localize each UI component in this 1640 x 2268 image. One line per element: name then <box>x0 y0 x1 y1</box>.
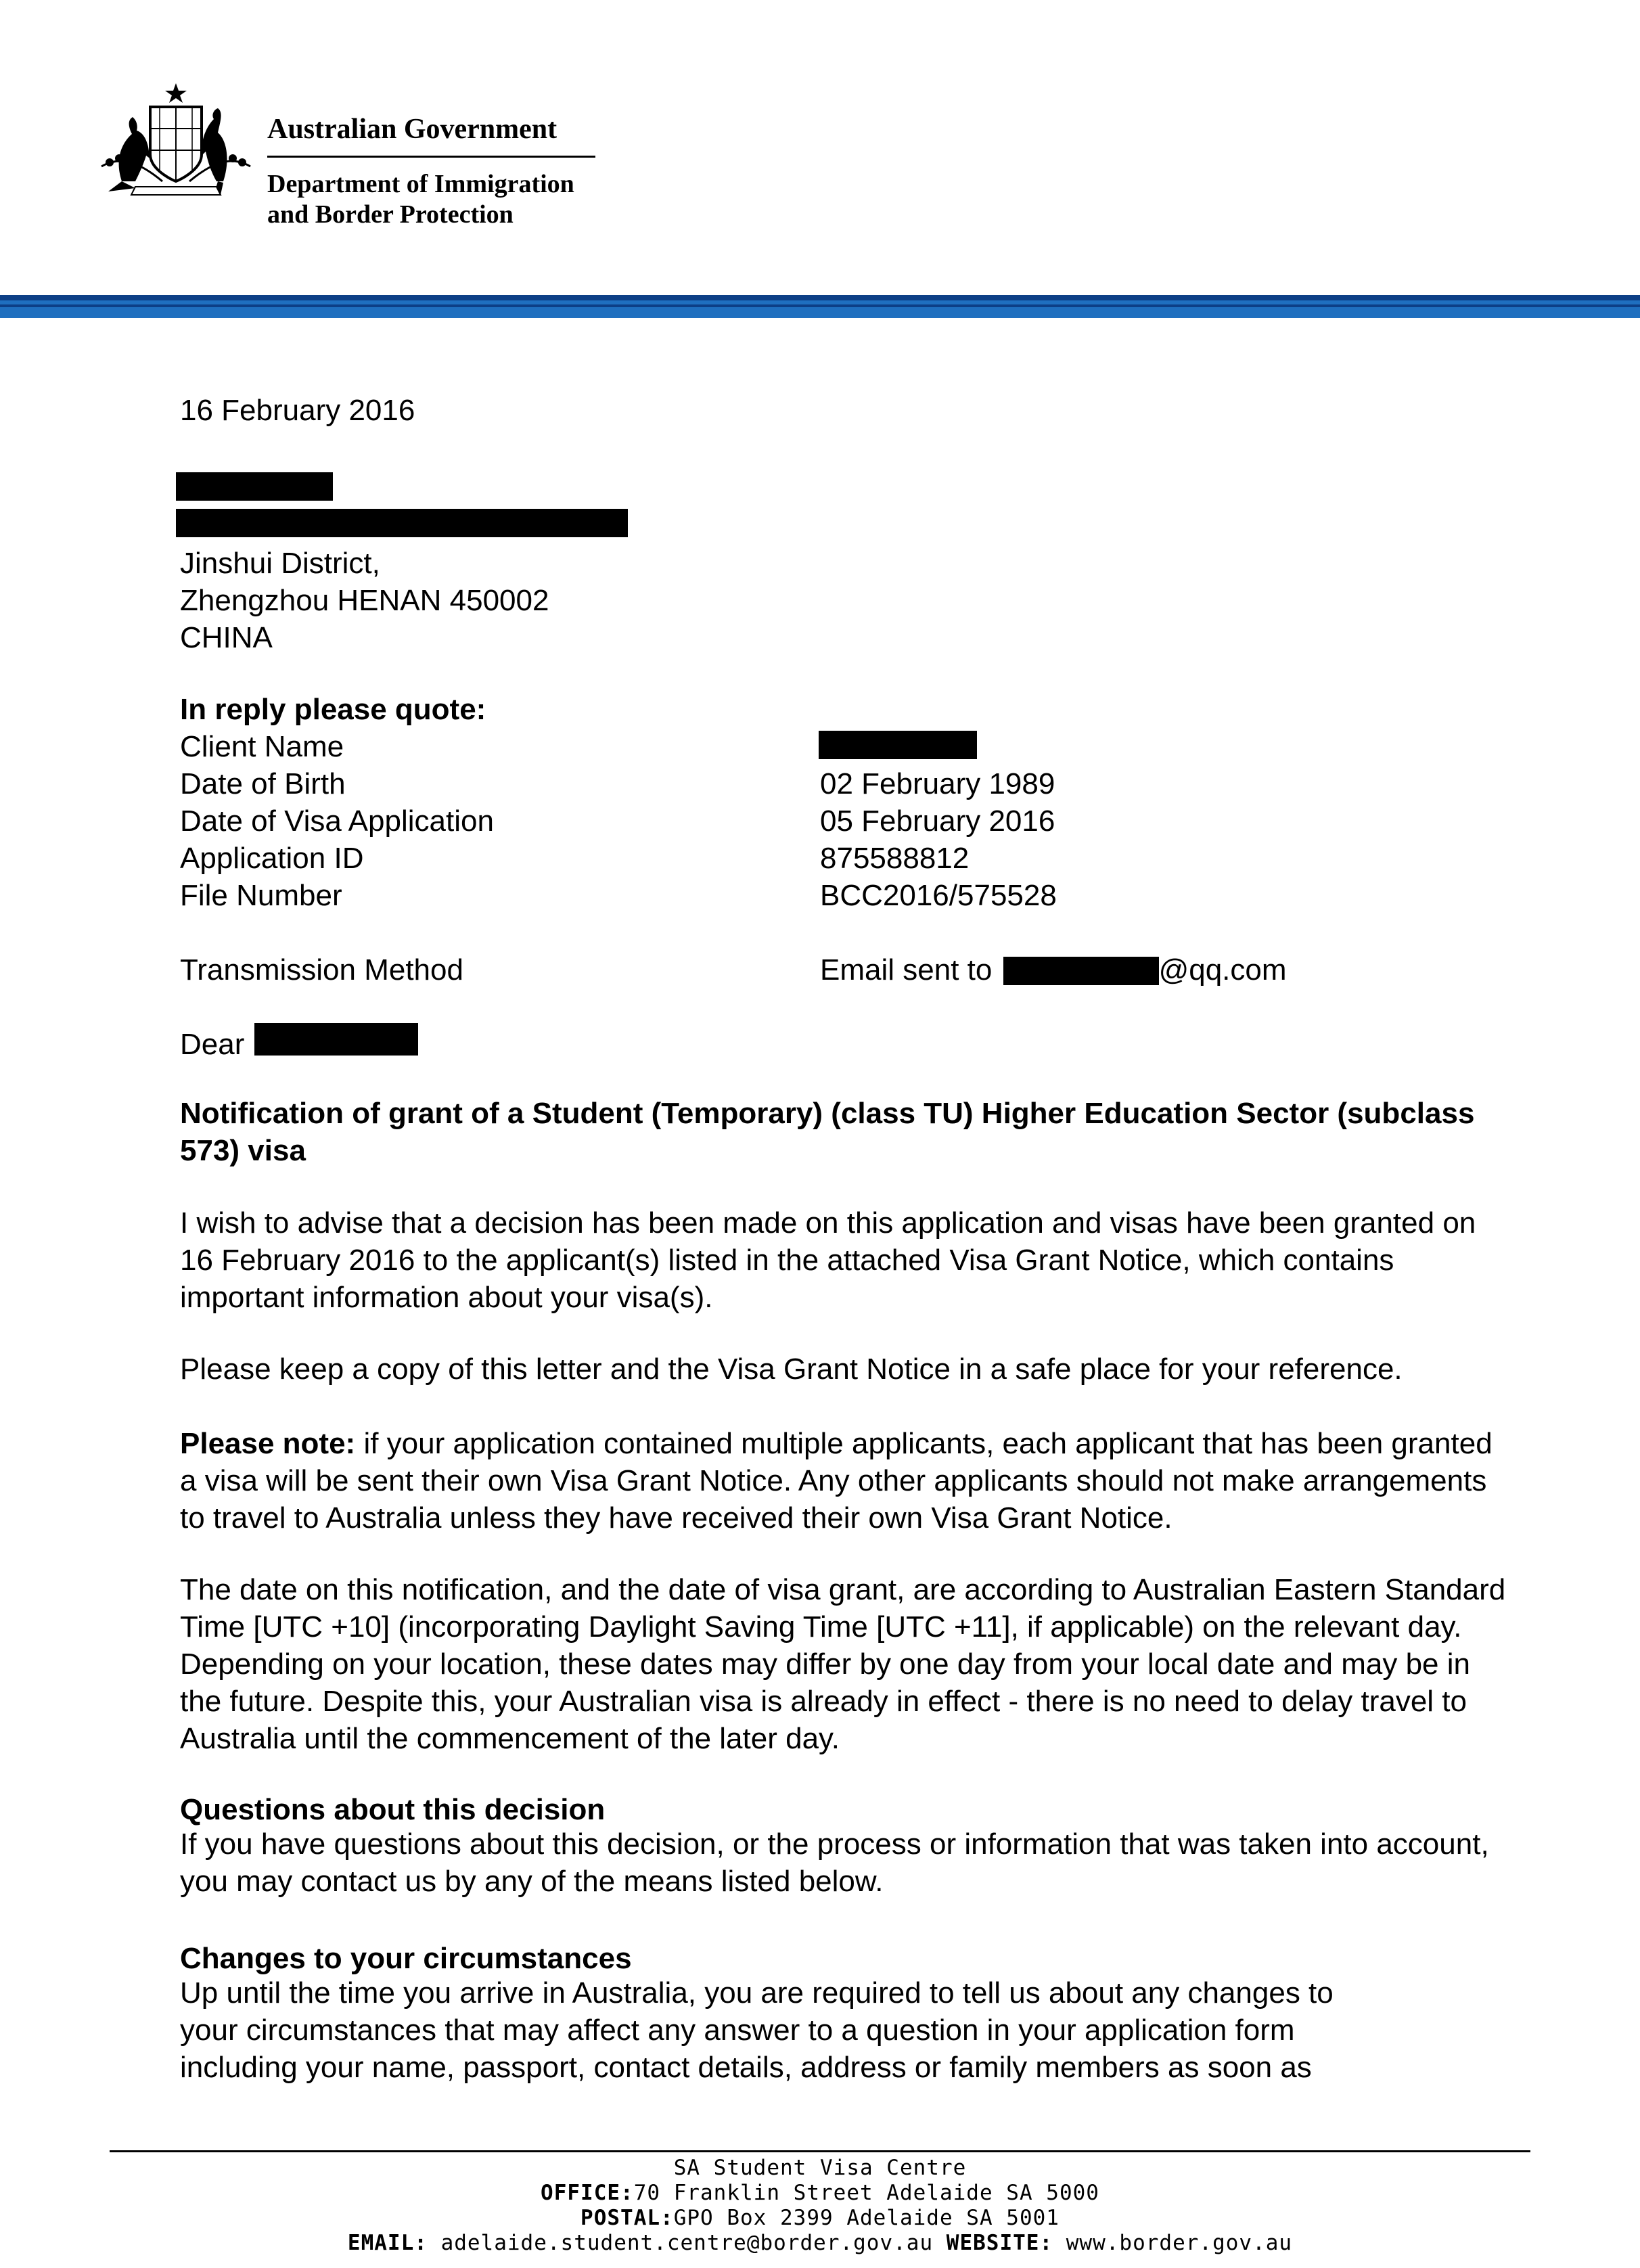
field-label-application-date: Date of Visa Application <box>180 804 494 838</box>
redacted-salutation-name <box>254 1023 418 1056</box>
salutation: Dear <box>180 1028 245 1061</box>
government-title: Australian Government <box>267 114 557 145</box>
paragraph-keep-copy: Please keep a copy of this letter and the Visa Grant Notice in a safe place for your reference. <box>180 1353 1403 1386</box>
questions-heading: Questions about this decision <box>180 1793 606 1826</box>
address-line: Zhengzhou HENAN 450002 <box>180 584 549 617</box>
redacted-street <box>176 509 628 537</box>
address-line: Jinshui District, <box>180 547 380 580</box>
footer-postal-label: POSTAL: <box>580 2206 674 2230</box>
redacted-name <box>176 472 333 501</box>
footer-email-label: EMAIL: <box>347 2231 428 2255</box>
department-name-line2: and Border Protection <box>267 200 514 229</box>
footer-contact <box>0 2233 1640 2254</box>
coat-of-arms-icon <box>95 80 257 202</box>
field-label-dob: Date of Birth <box>180 767 346 800</box>
transmission-suffix: @qq.com <box>1158 953 1287 986</box>
footer-office-address: 70 Franklin Street Adelaide SA 5000 <box>633 2181 1099 2205</box>
reply-heading: In reply please quote: <box>180 693 486 726</box>
footer-postal-address: GPO Box 2399 Adelaide SA 5001 <box>673 2206 1060 2230</box>
changes-text: Up until the time you arrive in Australia, you are required to tell us about any changes to your circumstances that may affect any answer to a question in your application form including your name, passport, contact details, address or family members as soon as <box>180 1976 1334 2084</box>
please-note-text: if your application contained multiple applicants, each applicant that has been granted a visa will be sent their own Visa Grant Notice. Any other applicants should not make arrangements to travel to Australia unless they have received their own Visa Grant Notice. <box>180 1427 1493 1535</box>
please-note-label: Please note: <box>180 1427 356 1460</box>
changes-heading: Changes to your circumstances <box>180 1942 632 1975</box>
field-label-application-id: Application ID <box>180 842 364 875</box>
field-value-file-number: BCC2016/575528 <box>820 879 1057 912</box>
questions-text: If you have questions about this decision, or the process or information that was taken into account, you may contact us by any of the means listed below. <box>180 1828 1489 1898</box>
footer-rule <box>110 2150 1530 2152</box>
department-name-line1: Department of Immigration <box>267 170 574 198</box>
transmission-label: Transmission Method <box>180 953 463 986</box>
field-label-file-number: File Number <box>180 879 342 912</box>
footer-centre-name: SA Student Visa Centre <box>673 2156 967 2180</box>
paragraph-decision: I wish to advise that a decision has been made on this application and visas have been granted on 16 February 2016 to the applicant(s) listed in the attached Visa Grant Notice, which contains important information about your visa(s). <box>180 1206 1476 1314</box>
transmission-prefix: Email sent to <box>820 953 993 986</box>
letterhead <box>0 0 1640 318</box>
footer-email-link[interactable]: adelaide.student.centre@border.gov.au <box>427 2231 947 2255</box>
redacted-email <box>1003 957 1159 985</box>
paragraph-please-note <box>180 1425 1506 1537</box>
paragraph-timezone: The date on this notification, and the date of visa grant, are according to Australian Eastern Standard Time [UTC +10] (incorporating Daylight Saving Time [UTC +11], if applicable) on the relevant day. Depending on your location, these dates may differ by one day from your local date and may be in the future. Despite this, your Australian visa is already in effect - there is no need to delay travel to Australia until the commencement of the later day. <box>180 1573 1506 1755</box>
header-rule <box>267 156 595 158</box>
redacted-client-name <box>819 731 977 759</box>
transmission-value <box>820 955 1287 985</box>
field-label-client-name: Client Name <box>180 730 344 763</box>
footer-postal <box>0 2208 1640 2229</box>
field-value-application-id: 875588812 <box>820 842 970 875</box>
footer-website-link[interactable]: www.border.gov.au <box>1053 2231 1293 2255</box>
field-value-dob: 02 February 1989 <box>820 767 1055 800</box>
footer-website-label: WEBSITE: <box>946 2231 1053 2255</box>
header-accent-bar <box>0 295 1640 318</box>
footer-office <box>0 2183 1640 2204</box>
field-value-application-date: 05 February 2016 <box>820 804 1055 838</box>
footer-office-label: OFFICE: <box>541 2181 634 2205</box>
letter-subject: Notification of grant of a Student (Temporary) (class TU) Higher Education Sector (subclass 573) visa <box>180 1097 1475 1167</box>
letter-date: 16 February 2016 <box>180 394 415 427</box>
address-country: CHINA <box>180 621 273 654</box>
